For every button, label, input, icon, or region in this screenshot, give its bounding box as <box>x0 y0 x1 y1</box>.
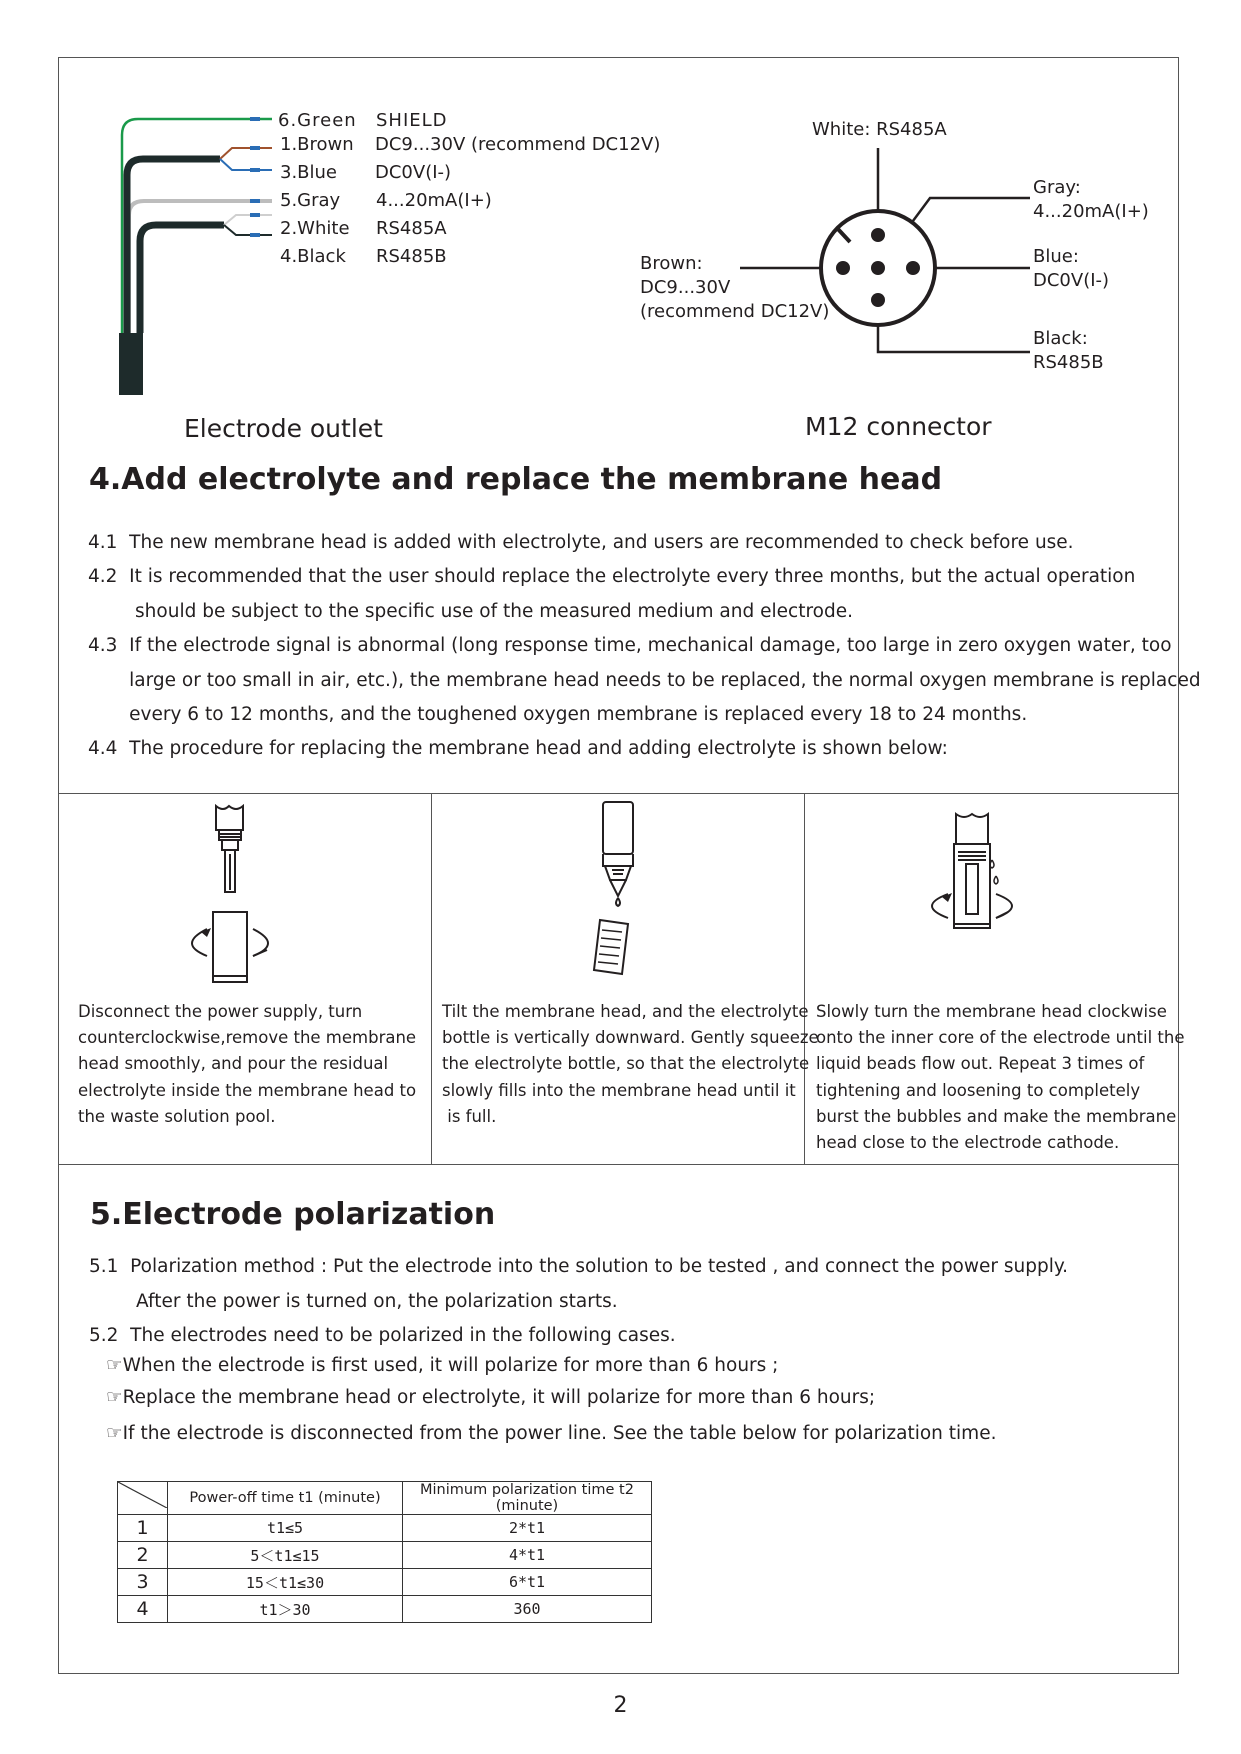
pin-blue <box>906 261 920 275</box>
cell-t1: t1≤5 <box>168 1515 403 1542</box>
item-4-2: 4.2 It is recommended that the user should replace the electrolyte every three months, but the actual operation should be subject to the specific use of the measured medium and electrode. <box>88 566 1136 622</box>
row-index: 1 <box>118 1515 168 1542</box>
table-header-t1: Power-off time t1 (minute) <box>168 1482 403 1515</box>
steps-divider <box>431 794 432 1164</box>
m12-white-label: White: RS485A <box>812 119 947 140</box>
pin-gray <box>871 261 885 275</box>
section-5-number: 5. <box>90 1197 123 1232</box>
table-row <box>118 1515 652 1542</box>
pin-black <box>871 293 885 307</box>
cell-t1: 5＜t1≤15 <box>168 1542 403 1569</box>
row-index: 4 <box>118 1596 168 1623</box>
item-5-2: 5.2 The electrodes need to be polarized in the following cases. <box>89 1325 676 1346</box>
table-row <box>118 1542 652 1569</box>
cell-t2: 2*t1 <box>403 1515 652 1542</box>
remove-membrane-head-illustration <box>183 804 293 984</box>
m12-connector-caption: M12 connector <box>805 412 992 441</box>
polarization-table <box>117 1481 652 1623</box>
wire-name-white: 2.White <box>280 218 350 239</box>
wire-signal-green: SHIELD <box>376 110 448 131</box>
list-item <box>106 1423 996 1444</box>
section-4-heading <box>89 462 942 497</box>
section-5-heading <box>90 1197 495 1232</box>
pointing-hand-icon: ☞ <box>106 1423 123 1444</box>
table-corner-cell <box>118 1482 168 1515</box>
cell-t1: t1＞30 <box>168 1596 403 1623</box>
pointing-hand-icon: ☞ <box>106 1387 123 1408</box>
m12-brown-label: Brown: DC9...30V (recommend DC12V) <box>640 253 830 322</box>
m12-blue-label: Blue: DC0V(I-) <box>1033 246 1110 291</box>
item-5-1: 5.1 Polarization method : Put the electrode into the solution to be tested , and connect the power supply. After the power is turned on, the polarization starts. <box>89 1256 1069 1312</box>
steps-table <box>58 793 1185 1165</box>
fill-electrolyte-illustration <box>588 800 658 980</box>
item-4-4: 4.4 The procedure for replacing the membrane head and adding electrolyte is shown below: <box>88 738 948 759</box>
bullet-text: Replace the membrane head or electrolyte, it will polarize for more than 6 hours; <box>122 1387 876 1408</box>
wire-signal-black: RS485B <box>376 246 447 267</box>
wire-name-green: 6.Green <box>278 110 357 131</box>
item-4-1: 4.1 The new membrane head is added with electrolyte, and users are recommended to check before use. <box>88 532 1074 553</box>
brown-wire <box>220 148 272 159</box>
cell-t2: 360 <box>403 1596 652 1623</box>
row-index: 3 <box>118 1569 168 1596</box>
electrode-outlet-caption: Electrode outlet <box>184 414 383 443</box>
row-index: 2 <box>118 1542 168 1569</box>
list-item <box>106 1355 778 1376</box>
wire-name-brown: 1.Brown <box>280 134 354 155</box>
wire-name-gray: 5.Gray <box>280 190 341 211</box>
item-4-3: 4.3 If the electrode signal is abnormal (long response time, mechanical damage, too large in zero oxygen water, too large or too small in air, etc.), the membrane head needs to be replaced, the normal oxygen membrane is replaced every 6 to 12 months, and the toughened oxygen membrane is replaced every 18 to 24 months. <box>88 635 1201 725</box>
m12-gray-label: Gray: 4...20mA(I+) <box>1033 177 1149 222</box>
section-5-title: Electrode polarization <box>122 1197 496 1232</box>
table-header-row <box>118 1482 652 1515</box>
list-item <box>106 1387 875 1408</box>
table-row <box>118 1596 652 1623</box>
step-1-text: Disconnect the power supply, turn counterclockwise,remove the membrane head smoothly, and pour the residual electrolyte inside the membrane head to the waste solution pool. <box>78 1002 417 1126</box>
cable-2-wire <box>140 225 224 333</box>
bullet-text: When the electrode is first used, it will polarize for more than 6 hours ; <box>122 1355 779 1376</box>
step-3-text: Slowly turn the membrane head clockwise onto the inner core of the electrode until the liquid beads flow out. Repeat 3 times of tightening and loosening to completely burst the bubbles and make the membrane head close to the electrode cathode. <box>816 1002 1185 1153</box>
m12-black-label: Black: RS485B <box>1033 328 1104 373</box>
white-wire <box>224 215 272 225</box>
pin-white <box>871 228 885 242</box>
wire-signal-gray: 4...20mA(I+) <box>376 190 492 211</box>
step-2-text: Tilt the membrane head, and the electrolyte bottle is vertically downward. Gently squeeze the electrolyte bottle, so that the electrolyte slowly fills into the membrane head until it is full. <box>442 1002 819 1126</box>
main-cable <box>119 333 143 395</box>
cell-t1: 15＜t1≤30 <box>168 1569 403 1596</box>
wire-name-black: 4.Black <box>280 246 346 267</box>
pointing-hand-icon: ☞ <box>106 1355 123 1376</box>
section-4-number: 4. <box>89 462 122 497</box>
black-wire <box>224 225 272 235</box>
section-4-title: Add electrolyte and replace the membrane head <box>121 462 943 497</box>
cell-t2: 6*t1 <box>403 1569 652 1596</box>
wire-name-blue: 3.Blue <box>280 162 338 183</box>
pin-brown <box>836 261 850 275</box>
gray-wire <box>129 201 272 333</box>
table-header-t2: Minimum polarization time t2 (minute) <box>403 1482 652 1515</box>
wire-signal-blue: DC0V(I-) <box>375 162 452 183</box>
cell-t2: 4*t1 <box>403 1542 652 1569</box>
bullet-text: If the electrode is disconnected from the power line. See the table below for polarization time. <box>122 1423 997 1444</box>
wire-signal-brown: DC9...30V (recommend DC12V) <box>375 134 661 155</box>
page-number: 2 <box>613 1693 628 1718</box>
blue-wire <box>220 159 272 170</box>
install-membrane-head-illustration <box>928 812 1038 932</box>
diagonal-line <box>118 1482 167 1508</box>
electrode-wiring-diagram <box>110 105 280 395</box>
wire-signal-white: RS485A <box>376 218 447 239</box>
table-row <box>118 1569 652 1596</box>
